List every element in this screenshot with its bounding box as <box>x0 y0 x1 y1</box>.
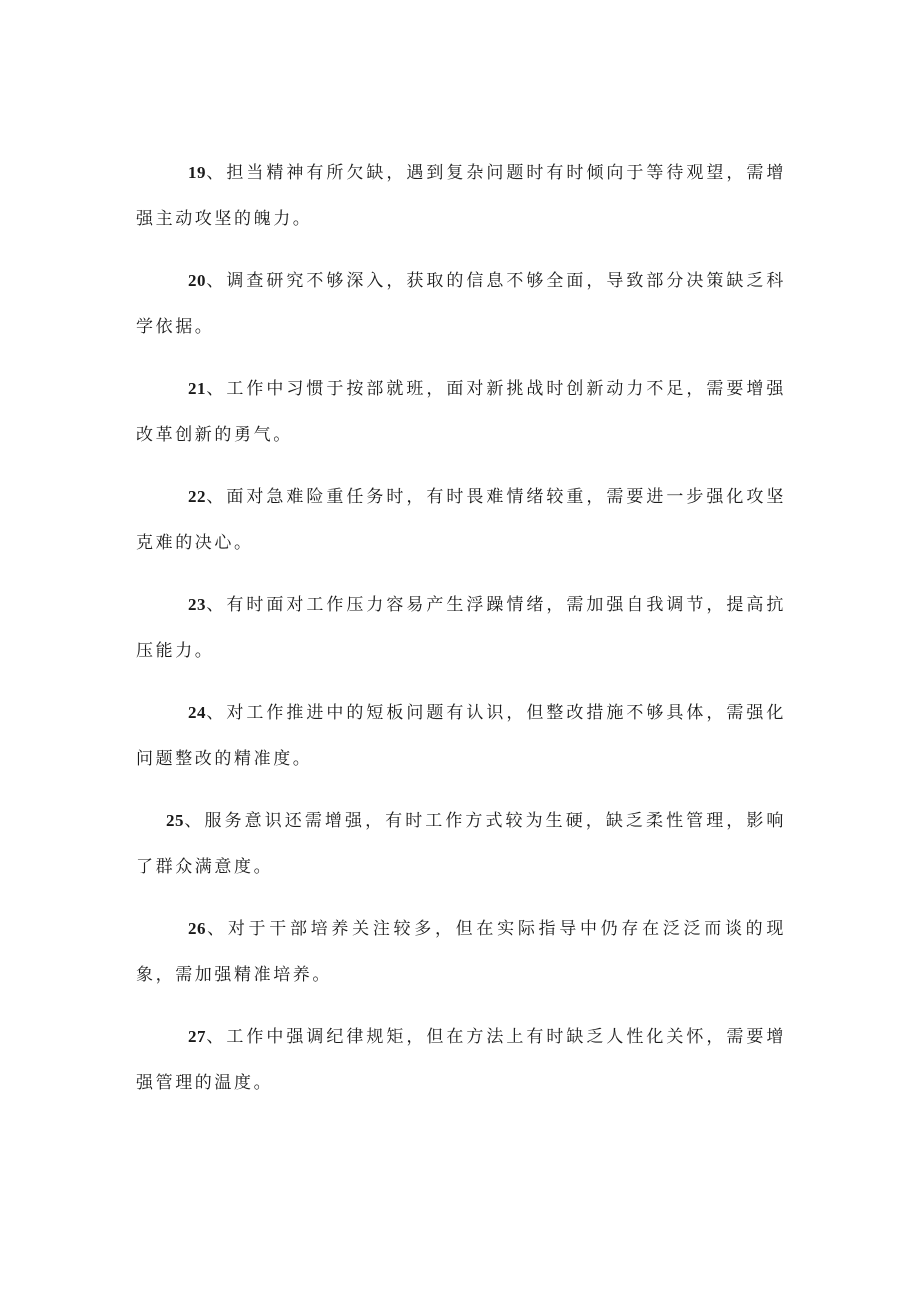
list-item <box>136 582 786 674</box>
list-item <box>136 1014 786 1106</box>
list-item <box>136 798 786 890</box>
item-number: 24 <box>188 703 206 722</box>
item-text: 、服务意识还需增强，有时工作方式较为生硬，缺乏柔性管理，影响了群众满意度。 <box>136 811 786 877</box>
item-text: 、对工作推进中的短板问题有认识，但整改措施不够具体，需强化问题整改的精准度。 <box>136 703 786 769</box>
item-text: 、工作中习惯于按部就班，面对新挑战时创新动力不足，需要增强改革创新的勇气。 <box>136 379 786 445</box>
item-text: 、调查研究不够深入，获取的信息不够全面，导致部分决策缺乏科学依据。 <box>136 271 786 337</box>
list-item <box>136 690 786 782</box>
list-item <box>136 150 786 242</box>
list-item <box>136 258 786 350</box>
item-number: 26 <box>188 919 206 938</box>
item-number: 27 <box>188 1027 206 1046</box>
item-number: 25 <box>166 811 184 830</box>
item-list <box>136 150 786 1122</box>
item-text: 、对于干部培养关注较多，但在实际指导中仍存在泛泛而谈的现象，需加强精准培养。 <box>136 919 786 985</box>
item-text: 、面对急难险重任务时，有时畏难情绪较重，需要进一步强化攻坚克难的决心。 <box>136 487 786 553</box>
item-number: 23 <box>188 595 206 614</box>
list-item <box>136 474 786 566</box>
item-number: 20 <box>188 271 206 290</box>
list-item <box>136 366 786 458</box>
list-item <box>136 906 786 998</box>
item-number: 21 <box>188 379 206 398</box>
item-number: 19 <box>188 163 206 182</box>
item-text: 、工作中强调纪律规矩，但在方法上有时缺乏人性化关怀，需要增强管理的温度。 <box>136 1027 786 1093</box>
item-number: 22 <box>188 487 206 506</box>
item-text: 、担当精神有所欠缺，遇到复杂问题时有时倾向于等待观望，需增强主动攻坚的魄力。 <box>136 163 786 229</box>
item-text: 、有时面对工作压力容易产生浮躁情绪，需加强自我调节，提高抗压能力。 <box>136 595 786 661</box>
